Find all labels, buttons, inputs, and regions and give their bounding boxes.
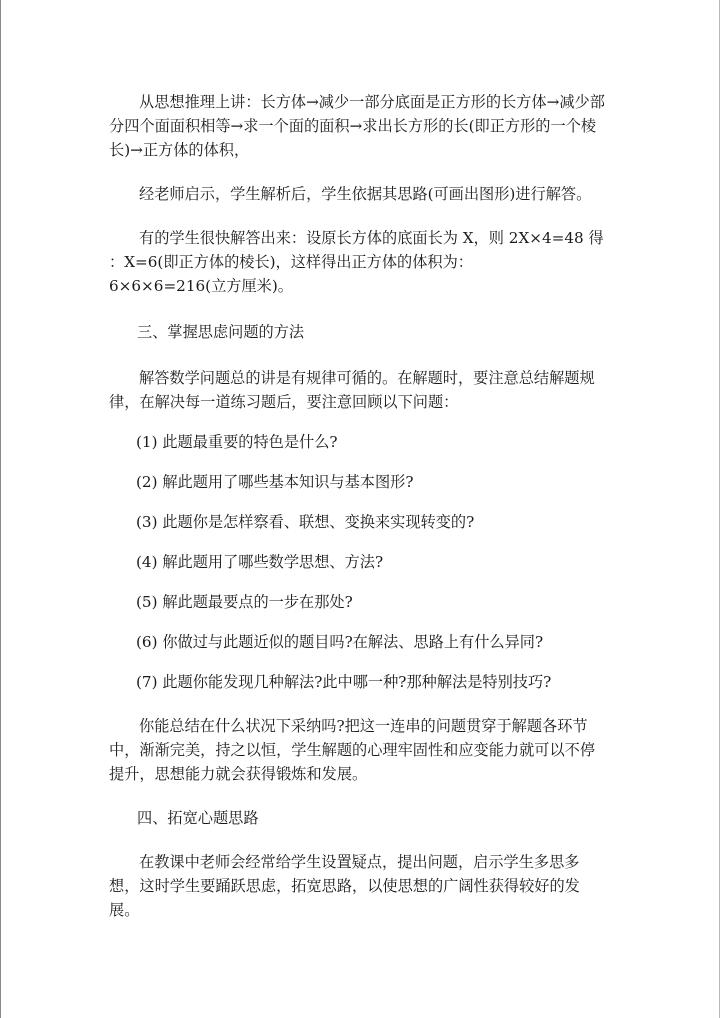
paragraph-teaching: 在教课中老师会经常给学生设置疑点，提出问题，启示学生多思多想，这时学生要踊跃思虑，拓宽思路，以使思想的广阔性获得较好的发展。 bbox=[109, 853, 580, 919]
list-item: (7) 此题你能发现几种解法?此中哪一种?那种解法是特别技巧? bbox=[136, 673, 552, 691]
solution-line-1: 有的学生很快解答出来：设原长方体的底面长为 X，则 2X×4=48 得 bbox=[139, 229, 604, 247]
list-item: (1) 此题最重要的特色是什么? bbox=[136, 433, 338, 451]
section-heading-4: 四、拓宽心题思路 bbox=[137, 809, 259, 827]
paragraph-solution bbox=[109, 226, 609, 298]
list-item: (5) 解此题最要点的一步在那处? bbox=[136, 593, 353, 611]
list-item: (3) 此题你是怎样察看、联想、变换来实现转变的? bbox=[136, 513, 475, 531]
paragraph-teacher-hint: 经老师启示，学生解析后，学生依据其思路(可画出图形)进行解答。 bbox=[139, 185, 592, 203]
list-item: (2) 解此题用了哪些基本知识与基本图形? bbox=[136, 473, 414, 491]
list-item: (4) 解此题用了哪些数学思想、方法? bbox=[136, 553, 384, 571]
list-item: (6) 你做过与此题近似的题目吗?在解法、思路上有什么异同? bbox=[136, 633, 544, 651]
question-list bbox=[109, 430, 609, 694]
section-heading-3: 三、掌握思虑问题的方法 bbox=[137, 323, 305, 341]
document-body bbox=[109, 90, 609, 922]
paragraph-reasoning: 从思想推理上讲：长方体→减少一部分底面是正方形的长方体→减少部分四个面面积相等→求一个面的面积→求出长方形的长(即正方形的一个棱长)→正方体的体积， bbox=[109, 93, 605, 159]
paragraph-rules: 解答数学问题总的讲是有规律可循的。在解题时，要注意总结解题规律，在解决每一道练习题后，要注意回顾以下问题： bbox=[109, 369, 595, 411]
solution-line-2: ：X=6(即正方体的棱长)，这样得出正方体的体积为： bbox=[109, 253, 473, 271]
solution-line-3: 6×6×6=216(立方厘米)。 bbox=[109, 277, 293, 295]
paragraph-summary: 你能总结在什么状况下采纳吗?把这一连串的问题贯穿于解题各环节中，渐渐完美，持之以恒，学生解题的心理牢固性和应变能力就可以不停提升，思想能力就会获得锻炼和发展。 bbox=[109, 717, 595, 783]
